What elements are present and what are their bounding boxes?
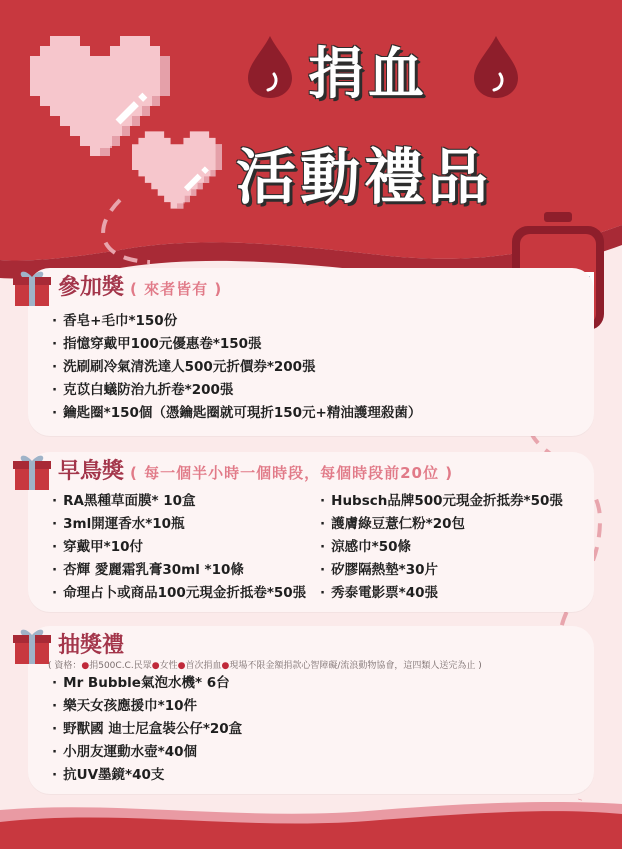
list-item: · 克苡白蟻防治九折卷*200張: [52, 379, 421, 402]
title-line-2: 活動禮品: [236, 143, 492, 213]
early-bird-card: [28, 452, 594, 612]
eligibility-prefix: ( 資格：: [48, 661, 82, 671]
list-item: · 野獸國 迪士尼盒裝公仔*20盒: [52, 718, 242, 741]
eligibility-criterion: 現場不限金額捐款心智障礙/流浪動物協會，這四類人送完為止 ): [229, 661, 482, 671]
lottery-card: [28, 626, 594, 794]
section-title: [58, 454, 453, 485]
list-item: · RA黑種草面膜* 10盒: [52, 490, 306, 513]
list-item: · 命理占卜或商品100元現金折抵卷*50張: [52, 582, 306, 605]
list-item: · 秀泰電影票*40張: [320, 582, 563, 605]
list-item: · 小朋友運動水壺*40個: [52, 741, 242, 764]
list-item: · Hubsch品牌500元現金折抵券*50張: [320, 490, 563, 513]
title-line-1: 捐血: [308, 42, 428, 107]
blood-drop-icon: [248, 36, 292, 98]
item-list-left: [52, 490, 306, 605]
list-item: · Mr Bubble氣泡水機* 6台: [52, 672, 242, 695]
section-title-text: 抽獎禮: [58, 633, 125, 658]
footer-wave: [0, 800, 622, 849]
item-list: [52, 310, 421, 425]
section-subtitle: ( 每一個半小時一個時段，每個時段前20位 ): [130, 464, 454, 482]
pin-icon: ●: [81, 661, 90, 671]
list-item: · 樂天女孩應援巾*10件: [52, 695, 242, 718]
list-item: · 涼感巾*50條: [320, 536, 563, 559]
pin-icon: ●: [151, 661, 160, 671]
list-item: · 矽膠隔熱墊*30片: [320, 559, 563, 582]
list-item: · 香皂+毛巾*150份: [52, 310, 421, 333]
section-title: [58, 270, 222, 301]
participation-card: [28, 268, 594, 436]
eligibility-note: [48, 658, 482, 671]
pin-icon: ●: [177, 661, 186, 671]
pin-icon: ●: [221, 661, 230, 671]
list-item: · 穿戴甲*10付: [52, 536, 306, 559]
eligibility-criterion: 女性: [159, 661, 178, 671]
list-item: · 抗UV墨鏡*40支: [52, 764, 242, 787]
section-title-text: 早鳥獎: [58, 459, 125, 484]
list-item: · 護膚綠豆薏仁粉*20包: [320, 513, 563, 536]
heart-icon: [132, 130, 222, 210]
blood-drop-icon: [474, 36, 518, 98]
gift-icon: [12, 452, 52, 492]
section-title-text: 參加獎: [58, 275, 125, 300]
list-item: · 指憶穿戴甲100元優惠卷*150張: [52, 333, 421, 356]
list-item: · 3ml開運香水*10瓶: [52, 513, 306, 536]
eligibility-criterion: 首次捐血: [185, 661, 222, 671]
eligibility-criterion: 捐500C.C.民眾: [89, 661, 152, 671]
item-list-right: [320, 490, 563, 605]
list-item: · 杏輝 愛麗霜乳膏30ml *10條: [52, 559, 306, 582]
list-item: · 鑰匙圈*150個（憑鑰匙圈就可現折150元+精油護理殺菌）: [52, 402, 421, 425]
gift-icon: [12, 626, 52, 666]
section-title: [58, 628, 124, 659]
list-item: · 洗刷刷冷氣清洗達人500元折價券*200張: [52, 356, 421, 379]
gift-icon: [12, 268, 52, 308]
item-list: [52, 672, 242, 787]
section-subtitle: ( 來者皆有 ): [130, 280, 223, 298]
